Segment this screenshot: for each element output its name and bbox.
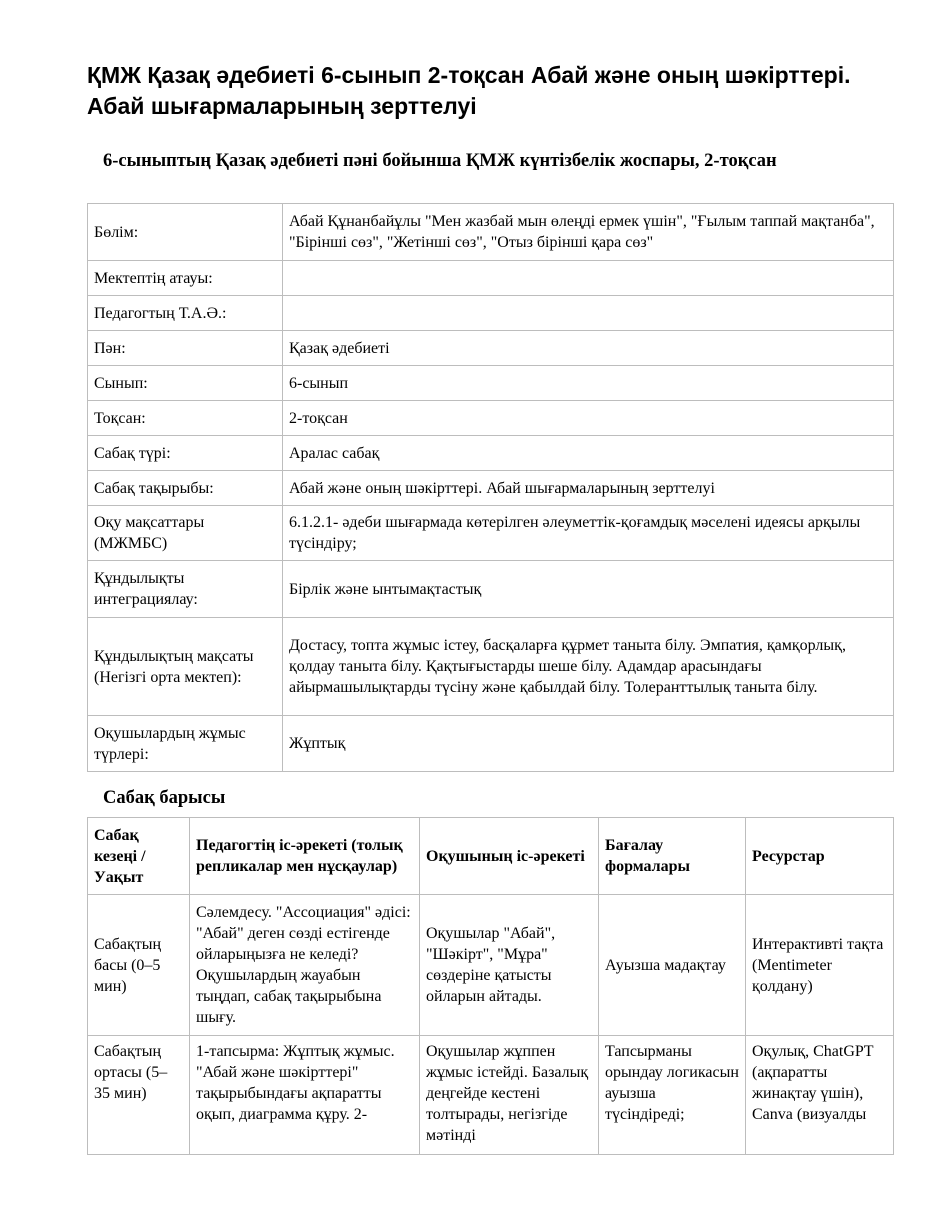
info-label: Сынып: <box>88 366 283 401</box>
plan-heading: 6-сыныптың Қазақ әдебиеті пәні бойынша ҚМЖ күнтізбелік жоспары, 2-тоқсан <box>103 151 777 171</box>
info-value: 6.1.2.1- әдеби шығармада көтерілген әлеуметтік-қоғамдық мәселені идеясы арқылы түсіндіру; <box>283 506 894 561</box>
info-label: Бөлім: <box>88 204 283 261</box>
stage-cell: Сабақтың ортасы (5–35 мин) <box>88 1036 190 1156</box>
info-label: Құндылықты интеграциялау: <box>88 561 283 618</box>
header-teacher: Педагогтің іс-әрекеті (толық репликалар мен нұсқаулар) <box>190 818 420 895</box>
info-label: Сабақ түрі: <box>88 436 283 471</box>
info-row <box>88 261 894 296</box>
info-label: Құндылықтың мақсаты (Негізгі орта мектеп): <box>88 618 283 716</box>
info-row <box>88 506 894 561</box>
stage-cell: Сабақтың басы (0–5 мин) <box>88 895 190 1036</box>
document-title: ҚМЖ Қазақ әдебиеті 6-сынып 2-тоқсан Абай және оның шәкірттері. Абай шығармаларының зерттелуі <box>87 62 851 119</box>
resources-cell: Интерактивті тақта (Mentimeter қолдану) <box>746 895 894 1036</box>
info-value: Достасу, топта жұмыс істеу, басқаларға құрмет таныта білу. Эмпатия, қамқорлық, қолдау таныта білу. Қақтығыстарды шеше білу. Адамдар арасындағы айырмашылықтарды түсіну және қабылдай білу. Толеранттылық таныта білу. <box>283 618 894 716</box>
info-value: Жұптық <box>283 716 894 772</box>
info-value: Абай және оның шәкірттері. Абай шығармаларының зерттелуі <box>283 471 894 506</box>
info-row <box>88 716 894 772</box>
info-label: Тоқсан: <box>88 401 283 436</box>
assessment-cell: Тапсырманы орындау логикасын ауызша түсіндіреді; <box>599 1036 746 1156</box>
teacher-cell: Сәлемдесу. "Ассоциация" әдісі: "Абай" деген сөзді естігенде ойларыңызға не келеді? Оқушылардың жауабын тыңдап, сабақ тақырыбына шығу. <box>190 895 420 1036</box>
info-row <box>88 296 894 331</box>
table-row <box>88 1036 894 1156</box>
info-label: Педагогтың Т.А.Ә.: <box>88 296 283 331</box>
teacher-cell: 1-тапсырма: Жұптық жұмыс. "Абай және шәкірттері" тақырыбындағы ақпаратты оқып, диаграмма құру. 2- <box>190 1036 420 1156</box>
lesson-info-table <box>87 203 894 772</box>
student-cell: Оқушылар жұппен жұмыс істейді. Базалық деңгейде кестені толтырады, негізгіде мәтінді <box>420 1036 599 1156</box>
info-value: Абай Құнанбайұлы "Мен жазбай мын өлеңді ермек үшін", "Ғылым таппай мақтанба", "Бірінші сөз", "Жетінші сөз", "Отыз бірінші қара сөз" <box>283 204 894 261</box>
info-value: Аралас сабақ <box>283 436 894 471</box>
info-value: 2-тоқсан <box>283 401 894 436</box>
info-label: Пән: <box>88 331 283 366</box>
info-row <box>88 471 894 506</box>
info-row <box>88 561 894 618</box>
table-row <box>88 895 894 1036</box>
info-value: 6-сынып <box>283 366 894 401</box>
info-label: Мектептің атауы: <box>88 261 283 296</box>
info-row <box>88 436 894 471</box>
info-row <box>88 331 894 366</box>
info-value <box>283 261 894 296</box>
info-value: Қазақ әдебиеті <box>283 331 894 366</box>
info-row <box>88 401 894 436</box>
header-student: Оқушының іс-әрекеті <box>420 818 599 895</box>
header-stage: Сабақ кезеңі / Уақыт <box>88 818 190 895</box>
lesson-progress-table <box>87 817 894 1155</box>
student-cell: Оқушылар "Абай", "Шәкірт", "Мұра" сөздеріне қатысты ойларын айтады. <box>420 895 599 1036</box>
lesson-table-wrapper <box>87 817 894 1155</box>
info-value <box>283 296 894 331</box>
header-assessment: Бағалау формалары <box>599 818 746 895</box>
table-bottom-border <box>87 1154 893 1155</box>
info-value: Бірлік және ынтымақтастық <box>283 561 894 618</box>
assessment-cell: Ауызша мадақтау <box>599 895 746 1036</box>
header-resources: Ресурстар <box>746 818 894 895</box>
info-row <box>88 618 894 716</box>
lesson-header-row <box>88 818 894 895</box>
info-row <box>88 366 894 401</box>
info-row <box>88 204 894 261</box>
lesson-progress-heading: Сабақ барысы <box>103 788 226 808</box>
resources-cell: Оқулық, ChatGPT (ақпаратты жинақтау үшін), Canva (визуалды <box>746 1036 894 1156</box>
info-label: Сабақ тақырыбы: <box>88 471 283 506</box>
info-label: Оқушылардың жұмыс түрлері: <box>88 716 283 772</box>
info-label: Оқу мақсаттары (МЖМБС) <box>88 506 283 561</box>
